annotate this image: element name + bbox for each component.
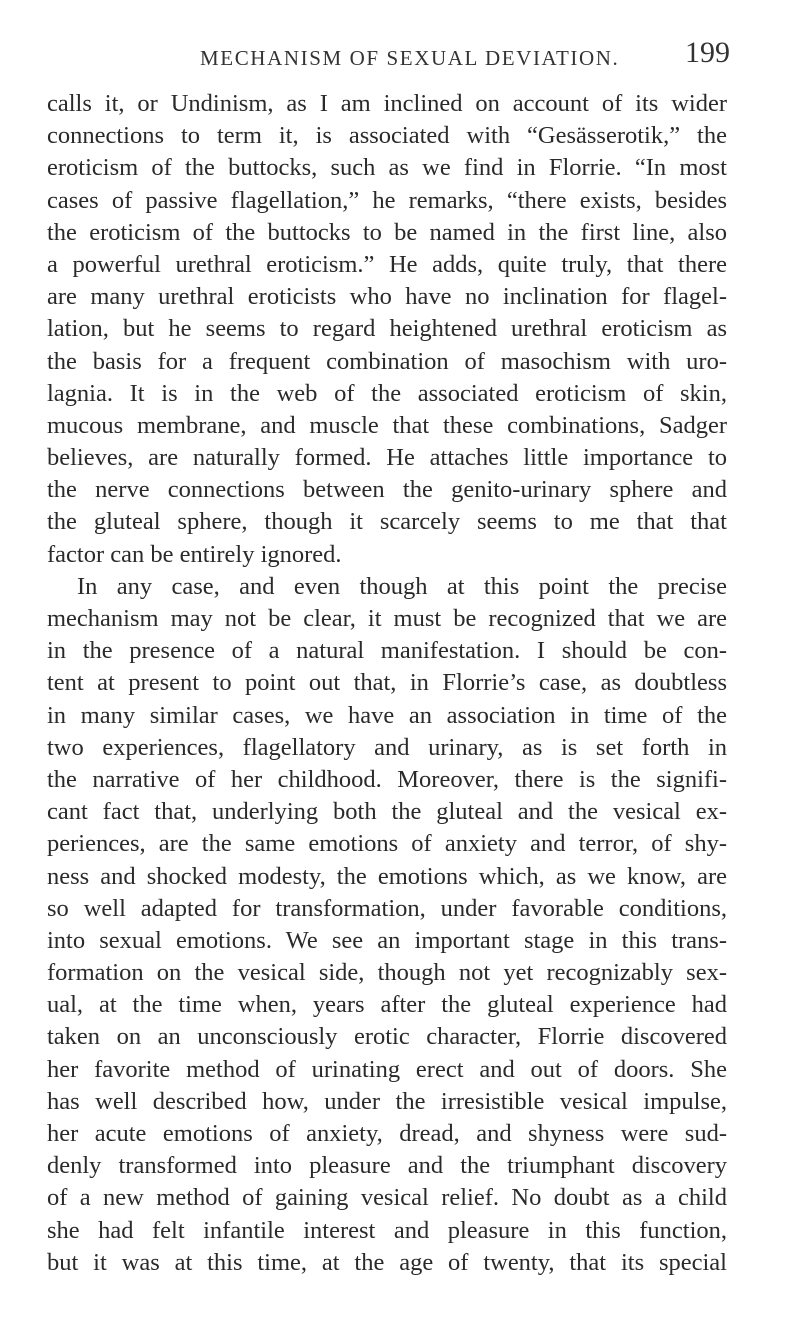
text-line: her acute emotions of anxiety, dread, and shyness were sud- [47, 1120, 727, 1147]
text-line: denly transformed into pleasure and the triumphant discovery [47, 1152, 727, 1180]
text-line: two experiences, flagellatory and urinary, as is set forth in [47, 733, 727, 761]
text-line: periences, are the same emotions of anxiety and terror, of shy- [47, 830, 727, 858]
text-line: formation on the vesical side, though not yet recognizably sex- [47, 959, 727, 987]
page-number: 199 [685, 36, 730, 69]
text-line: the gluteal sphere, though it scarcely seems to me that that [47, 508, 727, 536]
text-line: tent at present to point out that, in Florrie’s case, as doubtless [47, 669, 727, 697]
text-line: in many similar cases, we have an association in time of the [47, 701, 727, 729]
body-text [47, 88, 727, 1279]
text-line: of a new method of gaining vesical relief. No doubt as a child [47, 1184, 727, 1212]
text-line: cant fact that, underlying both the gluteal and the vesical ex- [47, 798, 727, 826]
text-line: the eroticism of the buttocks to be named in the first line, also [47, 218, 727, 246]
text-line: believes, are naturally formed. He attaches little importance to [47, 444, 727, 472]
text-line: ness and shocked modesty, the emotions which, as we know, are [47, 862, 727, 890]
text-line: lation, but he seems to regard heightened urethral eroticism as [47, 315, 727, 343]
text-line: into sexual emotions. We see an important stage in this trans- [47, 926, 727, 954]
text-line: ual, at the time when, years after the gluteal experience had [47, 991, 727, 1019]
text-line: so well adapted for transformation, under favorable conditions, [47, 894, 727, 922]
text-line: are many urethral eroticists who have no inclination for flagel- [47, 283, 727, 311]
text-line: a powerful urethral eroticism.” He adds, quite truly, that there [47, 250, 727, 278]
text-line: connections to term it, is associated with “Gesässerotik,” the [47, 122, 727, 150]
text-line: mucous membrane, and muscle that these combinations, Sadger [47, 411, 727, 439]
text-line: she had felt infantile interest and pleasure in this function, [47, 1216, 727, 1244]
running-head [0, 36, 800, 76]
text-line: the narrative of her childhood. Moreover, there is the signifi- [47, 765, 727, 793]
text-line: cases of passive flagellation,” he remarks, “there exists, besides [47, 186, 727, 214]
text-line: eroticism of the buttocks, such as we find in Florrie. “In most [47, 154, 727, 182]
text-line: taken on an unconsciously erotic character, Florrie discovered [47, 1023, 727, 1051]
text-line: in the presence of a natural manifestation. I should be con- [47, 637, 727, 665]
text-line: lagnia. It is in the web of the associated eroticism of skin, [47, 379, 727, 407]
text-line: but it was at this time, at the age of twenty, that its special [47, 1248, 727, 1276]
running-title: MECHANISM OF SEXUAL DEVIATION. [200, 46, 620, 70]
paragraph-start-line: In any case, and even though at this point the precise [77, 572, 727, 600]
text-line: has well described how, under the irresistible vesical impulse, [47, 1087, 727, 1115]
text-line: the basis for a frequent combination of masochism with uro- [47, 347, 727, 375]
text-line: calls it, or Undinism, as I am inclined on account of its wider [47, 90, 727, 117]
text-line: the nerve connections between the genito-urinary sphere and [47, 476, 727, 504]
paragraph-end-line: factor can be entirely ignored. [47, 540, 342, 568]
text-line: mechanism may not be clear, it must be recognized that we are [47, 605, 727, 632]
text-line: her favorite method of urinating erect and out of doors. She [47, 1055, 727, 1083]
